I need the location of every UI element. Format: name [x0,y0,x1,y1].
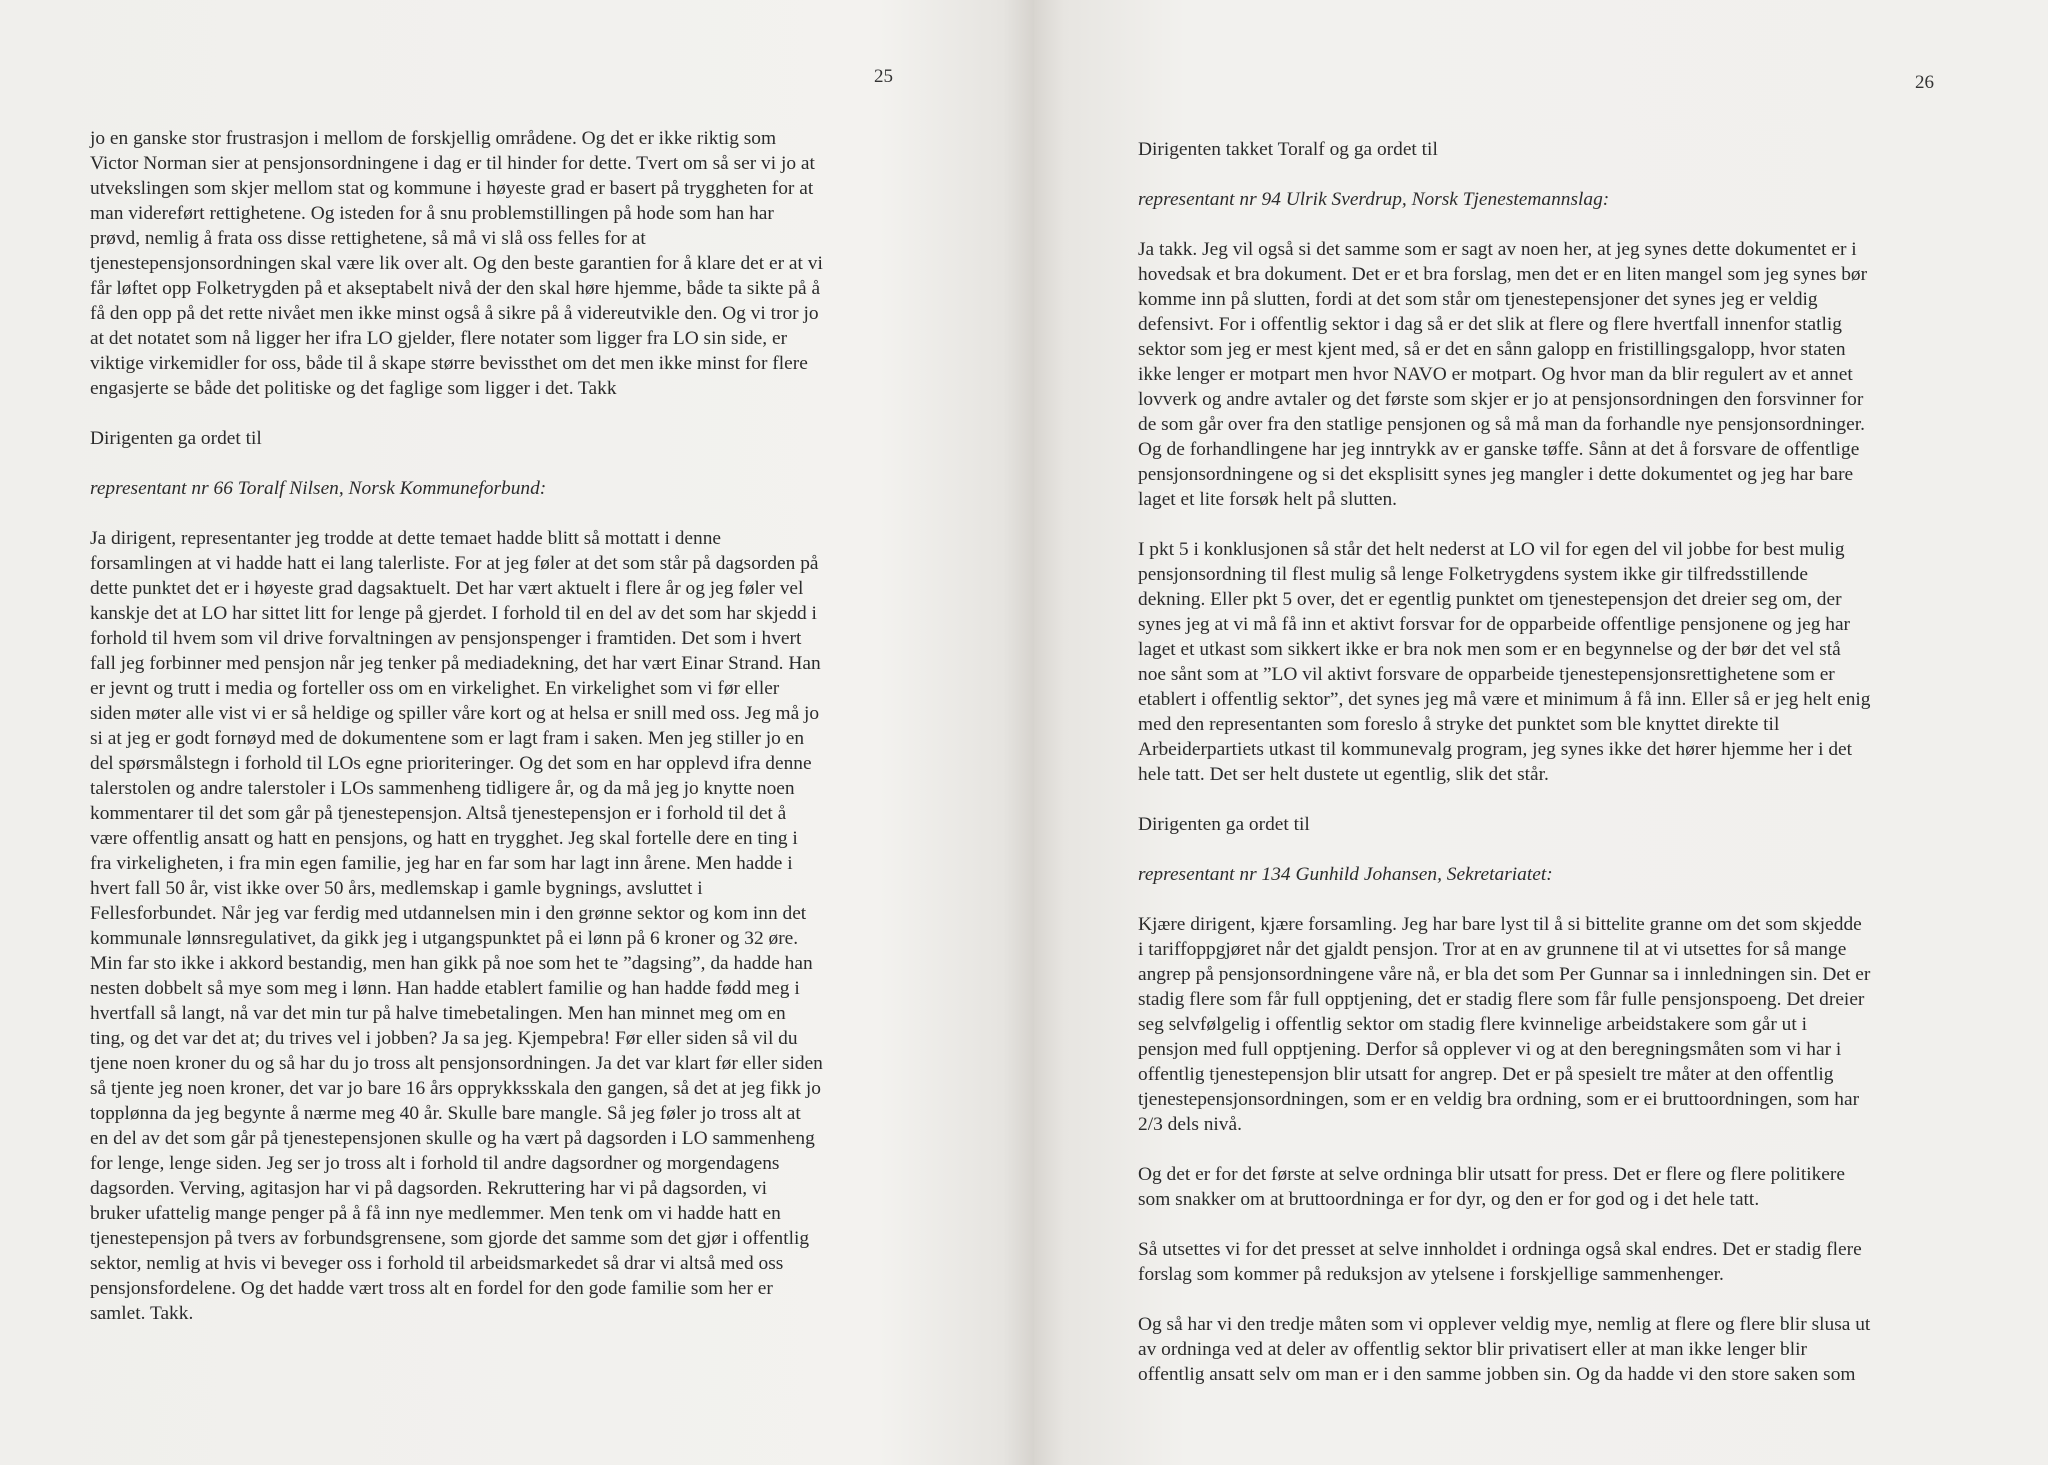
speech-paragraph: Og det er for det første at selve ordninga blir utsatt for press. Det er flere og flere politikere som snakker om at bruttoordninga er for dyr, og den er for god og i det hele tatt. [1138,1164,1845,1210]
speech-paragraph: Og så har vi den tredje måten som vi opplever veldig mye, nemlig at flere og flere blir slusa ut av ordninga ved at deler av offentlig sektor blir privatisert eller at man ikke lenger blir offentlig ansatt selv om man er i den samme jobben sin. Og da hadde vi den store saken som [1138,1314,1871,1385]
speaker-heading: representant nr 66 Toralf Nilsen, Norsk Kommuneforbund: [90,478,547,499]
speech-paragraph: Ja takk. Jeg vil også si det samme som er sagt av noen her, at jeg synes dette dokumentet er i hovedsak et bra dokument. Det er et bra forslag, men det er en liten mangel som jeg synes bør komme inn på slutten, fordi at det som står om tjenestepensjoner det synes jeg er veldig defensivt. For i offentlig sektor i dag så er det slik at flere og flere hvertfall innenfor statlig sektor som jeg er mest kjent med, så er det en sånn galopp en fristillingsgalopp, hvor staten ikke lenger er motpart men hvor NAVO er motpart. Og hvor man da blir regulert av et annet lovverk og andre avtaler og det første som skjer er jo at pensjonsordningen den forsvinner for de som går over fra den statlige pensjonen og så må man da forhandle nye pensjonsordninger. Og de forhandlingene har jeg inntrykk av er ganske tøffe. Sånn at det å forsvare de offentlige pensjonsordningene og si det eksplisitt synes jeg mangler i dette dokumentet og jeg har bare laget et lite forsøk helt på slutten. [1138,239,1868,510]
paragraph: Dirigenten ga ordet til [90,428,262,449]
page-number: 25 [874,66,893,87]
page-number: 26 [1915,72,1934,93]
left-page-text [90,126,910,1351]
speech-paragraph: Så utsettes vi for det presset at selve innholdet i ordninga også skal endres. Det er stadig flere forslag som kommer på reduksjon av ytelsene i forskjellige sammenhenger. [1138,1239,1862,1285]
speech-paragraph: I pkt 5 i konklusjonen så står det helt nederst at LO vil for egen del vil jobbe for best mulig pensjonsordning til flest mulig så lenge Folketrygdens system ikke gir tilfredsstillende dekning. Eller pkt 5 over, det er egentlig punktet om tjenestepensjon det dreier seg om, der synes jeg at vi må få inn et aktivt forsvar for de opparbeide offentlige pensjonene og jeg har laget et utkast som sikkert ikke er bra nok men som er en begynnelse og der bør det vel stå noe sånt som at ”LO vil aktivt forsvare de opparbeide tjenestepensjonsrettighetene som er etablert i offentlig sektor”, det synes jeg må være et minimum å få inn. Eller så er jeg helt enig med den representanten som foreslo å stryke det punktet som ble knyttet direkte til Arbeiderpartiets utkast til kommunevalg program, jeg synes ikke det hører hjemme her i det hele tatt. Det ser helt dustete ut egentlig, slik det står. [1138,539,1871,785]
speech-paragraph: Kjære dirigent, kjære forsamling. Jeg har bare lyst til å si bittelite granne om det som skjedde i tariffoppgjøret når det gjaldt pensjon. Tror at en av grunnene til at vi utsettes for så mange angrep på pensjonsordningene våre nå, er bla det som Per Gunnar sa i innledningen sin. Det er stadig flere som får full opptjening, det er stadig flere som får fulle pensjonspoeng. Det dreier seg selvfølgelig i offentlig sektor om stadig flere kvinnelige arbeidstakere som går ut i pensjon med full opptjening. Derfor så opplever vi og at den beregningsmåten som vi har i offentlig tjenestepensjon blir utsatt for angrep. Det er på spesielt tre måter at den offentlig tjenestepensjonsordningen, som er en veldig bra ordning, som er ei bruttoordningen, som har 2/3 dels nivå. [1138,914,1871,1135]
speaker-heading: representant nr 94 Ulrik Sverdrup, Norsk Tjenestemannslag: [1138,189,1610,210]
speech-paragraph: Ja dirigent, representanter jeg trodde at dette temaet hadde blitt så mottatt i denne forsamlingen at vi hadde hatt ei lang talerliste. For at jeg føler at det som står på dagsorden på dette punktet det er i høyeste grad dagsaktuelt. Det har vært aktuelt i flere år og jeg føler vel kanskje det at LO har sittet litt for lenge på gjerdet. I forhold til en del av det som har skjedd i forhold til hvem som vil drive forvaltningen av pensjonspenger i framtiden. Det som i hvert fall jeg forbinner med pensjon når jeg tenker på mediadekning, det har vært Einar Strand. Han er jevnt og trutt i media og forteller oss om en virkelighet. En virkelighet som vi før eller siden møter alle vist vi er så heldige og spiller våre kort og at helsa er snill med oss. Jeg må jo si at jeg er godt fornøyd med de dokumentene som er lagt fram i saken. Men jeg stiller jo en del spørsmålstegn i forhold til LOs egne prioriteringer. Og det som en har opplevd ifra denne talerstolen og andre talerstoler i LOs sammenheng tidligere år, og da må jeg jo knytte noen kommentarer til det som går på tjenestepensjon. Altså tjenestepensjon er i forhold til det å være offentlig ansatt og hatt en pensjons, og hatt en trygghet. Jeg skal fortelle dere en ting i fra virkeligheten, i fra min egen familie, jeg har en far som har lagt inn årene. Men hadde i hvert fall 50 år, vist ikke over 50 års, medlemskap i gamle bygnings, avsluttet i Fellesforbundet. Når jeg var ferdig med utdannelsen min i den grønne sektor og kom inn det kommunale lønnsregulativet, da gikk jeg i utgangspunktet på ei lønn på 6 kroner og 32 øre. Min far sto ikke i akkord bestandig, men han gikk på noe som het te ”dagsing”, da hadde han nesten dobbelt så mye som meg i lønn. Han hadde etablert familie og han hadde fødd meg i hvertfall så langt, nå var det min tur på halve timebetalingen. Men han minnet meg om en ting, og det var det at; du trives vel i jobben? Ja sa jeg. Kjempebra! Før eller siden så vil du tjene noen kroner du og så har du jo tross alt pensjonsordningen. Ja det var klart før eller siden så tjente jeg noen kroner, det var jo bare 16 års opprykksskala den gangen, så det at jeg fikk jo topplønna da jeg begynte å nærme meg 40 år. Skulle bare mangle. Så jeg føler jo tross alt at en del av det som går på tjenestepensjonen skulle og ha vært på dagsorden i LO sammenheng for lenge, lenge siden. Jeg ser jo tross alt i forhold til andre dagsordner og morgendagens dagsorden. Verving, agitasjon har vi på dagsorden. Rekruttering har vi på dagsorden, vi bruker ufattelig mange penger på å få inn nye medlemmer. Men tenk om vi hadde hatt en tjenestepensjon på tvers av forbundsgrensene, som gjorde det samme som det gjør i offentlig sektor, nemlig at hvis vi beveger oss i forhold til arbeidsmarkedet så drar vi altså med oss pensjonsfordelene. Og det hadde vært tross alt en fordel for den gode familie som her er samlet. Takk. [90,528,823,1324]
right-page-text [1138,137,1958,1412]
right-page [1034,0,2048,1465]
paragraph: Dirigenten ga ordet til [1138,814,1310,835]
paragraph: Dirigenten takket Toralf og ga ordet til [1138,139,1438,160]
speaker-heading: representant nr 134 Gunhild Johansen, Sekretariatet: [1138,864,1553,885]
paragraph: jo en ganske stor frustrasjon i mellom de forskjellig områdene. Og det er ikke riktig som Victor Norman sier at pensjonsordningene i dag er til hinder for dette. Tvert om så ser vi jo at utvekslingen som skjer mellom stat og kommune i høyeste grad er basert på tryggheten for at man videreført rettighetene. Og isteden for å snu problemstillingen på hode som han har prøvd, nemlig å frata oss disse rettighetene, så må vi slå oss felles for at tjenestepensjonsordningen skal være lik over alt. Og den beste garantien for å klare det er at vi får løftet opp Folketrygden på et akseptabelt nivå der den skal høre hjemme, både ta sikte på å få den opp på det rette nivået men ikke minst også å sikre på å videreutvikle den. Og vi tror jo at det notatet som nå ligger her ifra LO gjelder, flere notater som ligger fra LO sin side, er viktige virkemidler for oss, både til å skape større bevissthet om det men ikke minst for flere engasjerte se både det politiske og det faglige som ligger i det. Takk [90,128,823,399]
